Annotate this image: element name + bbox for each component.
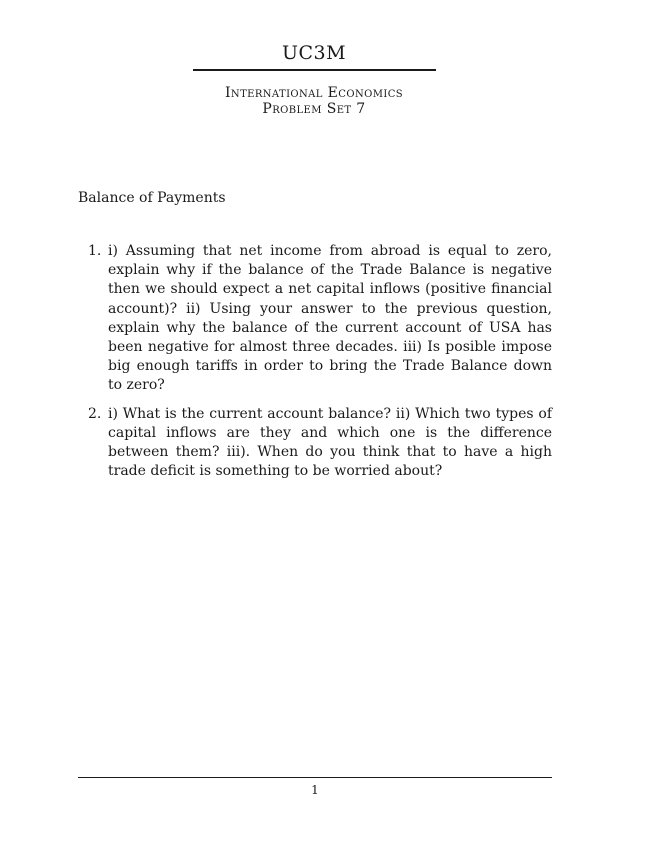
footer-rule <box>78 777 552 778</box>
problem-item <box>88 242 552 396</box>
problem-text: i) Assuming that net income from abroad is equal to zero, explain why if the balance of the Trade Balance is negative then we should expect a net capital inflows (positive financial account)? ii) Using your answer to the previous question, explain why the balance of the current account of USA has been negative for almost three decades. iii) Is posible impose big enough tariffs in order to bring the Trade Balance down to zero? <box>108 243 552 394</box>
page-number: 1 <box>311 783 319 797</box>
institution-title: UC3M <box>281 42 347 64</box>
problem-number: 2. <box>88 405 102 422</box>
problem-item <box>88 405 552 482</box>
section-heading: Balance of Payments <box>78 190 226 206</box>
problem-text: i) What is the current account balance? ii) Which two types of capital inflows are they and which one is the difference between them? iii). When do you think that to have a high trade deficit is something to be worried about? <box>108 405 552 480</box>
problem-list <box>88 242 552 490</box>
header-rule <box>193 69 436 71</box>
course-title: International Economics <box>225 85 403 101</box>
problem-set-title: Problem Set 7 <box>262 101 366 117</box>
problem-number: 1. <box>88 243 102 259</box>
